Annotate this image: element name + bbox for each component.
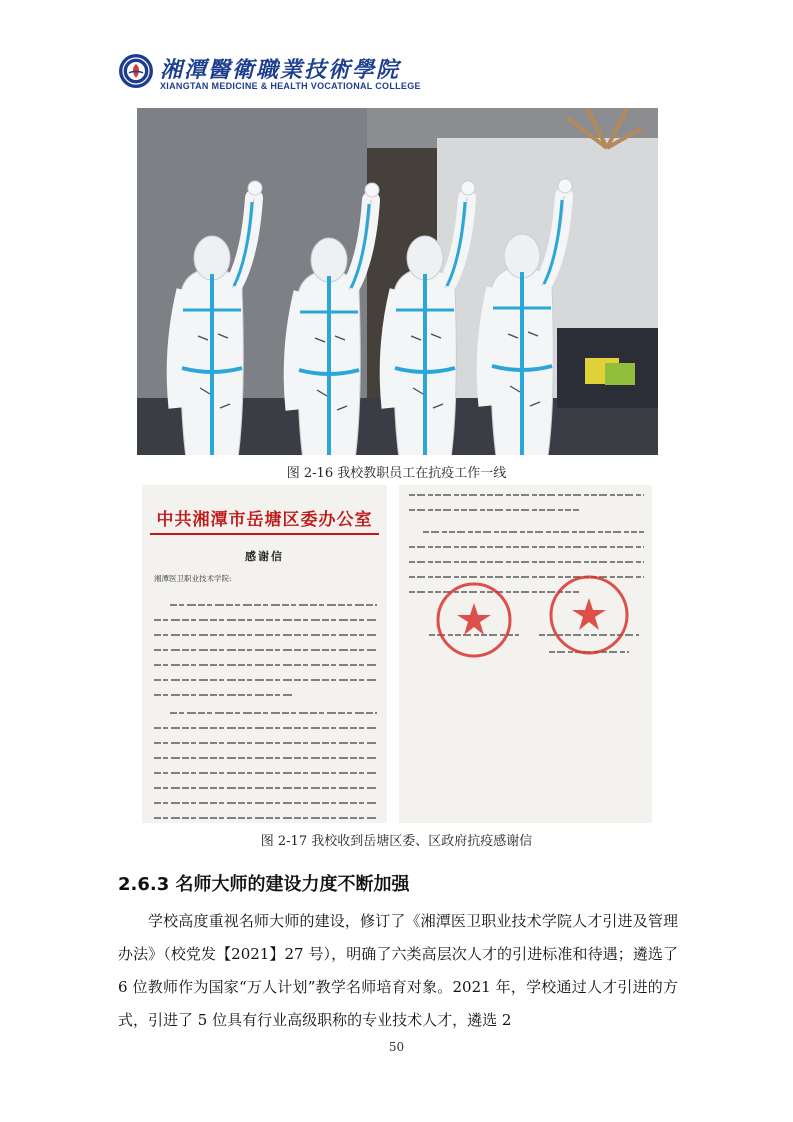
figure-caption: 图 2-17 我校收到岳塘区委、区政府抗疫感谢信 [260, 834, 533, 849]
college-emblem-icon [118, 53, 154, 89]
red-official-seal-icon [438, 577, 627, 656]
school-name-en: XIANGTAN MEDICINE & HEALTH VOCATIONAL COLLEGE [160, 81, 421, 91]
school-name-cn: 湘潭醫衛職業技術學院 [160, 57, 401, 83]
page-header [118, 50, 678, 100]
thank-you-letter-page-1 [142, 485, 387, 823]
staff-frontline-photo [137, 108, 658, 455]
letter-divider [150, 533, 379, 535]
section-body [118, 905, 678, 1037]
letter-salutation: 湘潭医卫职业技术学院: [154, 574, 232, 583]
page-number: 50 [388, 1040, 405, 1054]
figure-caption: 图 2-16 我校教职员工在抗疫工作一线 [286, 466, 507, 481]
letter-title: 中共湘潭市岳塘区委办公室 [156, 510, 373, 530]
thank-you-letter-page-2 [399, 485, 652, 823]
letter-subtitle: 感谢信 [245, 550, 284, 563]
paragraph: 学校高度重视名师大师的建设，修订了《湘潭医卫职业技术学院人才引进及管理办法》（校党发【2021】27 号），明确了六类高层次人才的引进标准和待遇；遴选了 6 位教师作为国家“万人计划”教学名师培育对象。2021 年，学校通过人才引进的方式，引进了 5 位具有行业高级职称的专业技术人才，遴选 2 [118, 912, 678, 1029]
section-heading: 2.6.3 名师大师的建设力度不断加强 [118, 874, 410, 895]
